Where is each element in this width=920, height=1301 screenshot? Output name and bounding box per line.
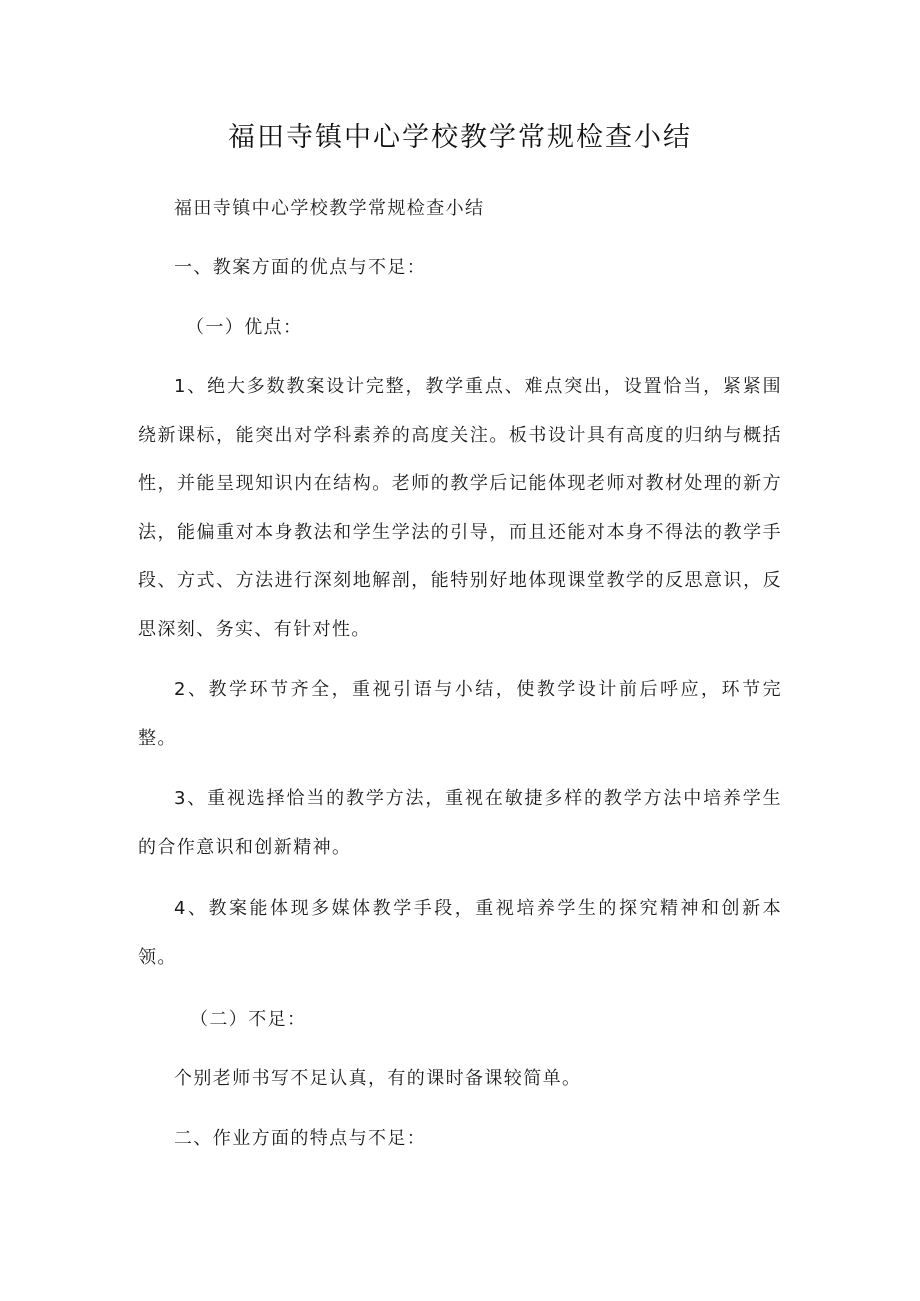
paragraph-item-3: 3、重视选择恰当的教学方法，重视在敏捷多样的教学方法中培养学生的合作意识和创新精神。 <box>138 788 782 858</box>
paragraph-item-1: 1、绝大多数教案设计完整，教学重点、难点突出，设置恰当，紧紧围绕新课标，能突出对学科素养的高度关注。板书设计具有高度的归纳与概括性，并能呈现知识内在结构。老师的教学后记能体现老师对教材处理的新方法，能偏重对本身教法和学生学法的引导，而且还能对本身不得法的教学手段、方式、方法进行深刻地解剖，能特别好地体现课堂教学的反思意识，反思深刻、务实、有针对性。 <box>138 376 782 640</box>
document-title: 福田寺镇中心学校教学常规检查小结 <box>228 122 692 153</box>
section-heading-1: 一、教案方面的优点与不足： <box>174 257 427 278</box>
subsection-heading-weaknesses: （二）不足： <box>190 1009 307 1030</box>
paragraph-item-2: 2、教学环节齐全，重视引语与小结，使教学设计前后呼应，环节完整。 <box>138 679 782 749</box>
paragraph-item-4: 4、教案能体现多媒体教学手段，重视培养学生的探究精神和创新本领。 <box>138 898 782 968</box>
subsection-heading-strengths: （一）优点： <box>186 317 303 338</box>
section-heading-2: 二、作业方面的特点与不足： <box>174 1128 427 1149</box>
subtitle-paragraph: 福田寺镇中心学校教学常规检查小结 <box>174 198 485 219</box>
weakness-paragraph: 个别老师书写不足认真，有的课时备课较简单。 <box>174 1068 582 1089</box>
